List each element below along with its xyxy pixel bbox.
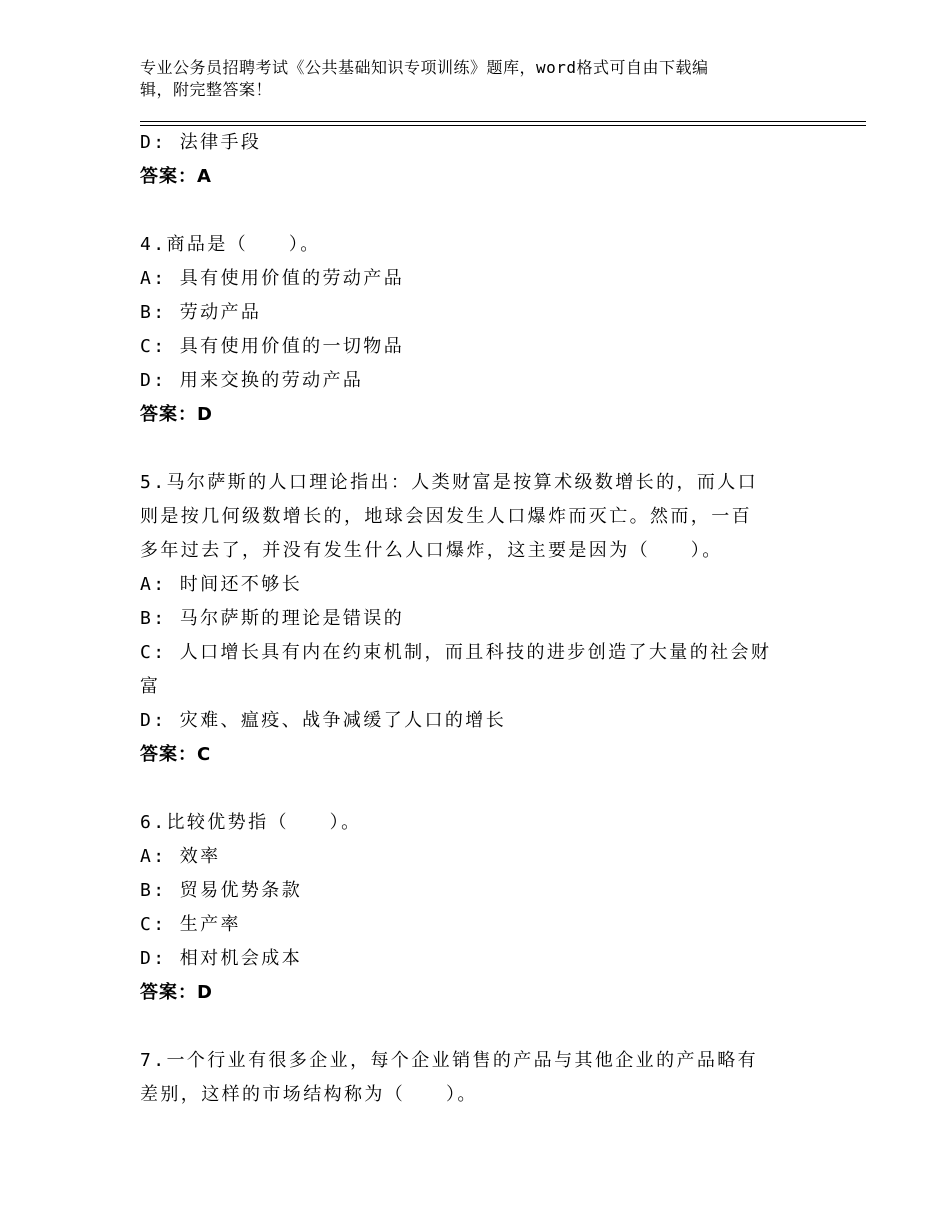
option-d: D: 相对机会成本 <box>140 948 303 969</box>
header-rule-top <box>140 121 866 122</box>
question-stem: 则是按几何级数增长的，地球会因发生人口爆炸而灭亡。然而，一百 <box>140 506 752 527</box>
option-a: A: 时间还不够长 <box>140 574 303 595</box>
option-a: A: 具有使用价值的劳动产品 <box>140 268 405 289</box>
option-c: C: 具有使用价值的一切物品 <box>140 336 405 357</box>
page-header <box>140 57 800 101</box>
option-a: A: 效率 <box>140 846 221 867</box>
option-c: C: 人口增长具有内在约束机制，而且科技的进步创造了大量的社会财 <box>140 642 772 663</box>
answer: 答案：D <box>140 982 213 1003</box>
spacer <box>140 1010 820 1044</box>
answer: 答案：C <box>140 744 212 765</box>
option-d: D: 灾难、瘟疫、战争减缓了人口的增长 <box>140 710 507 731</box>
option-d: D: 法律手段 <box>140 132 262 153</box>
header-line-2: 辑，附完整答案！ <box>140 80 273 99</box>
answer: 答案：A <box>140 166 212 187</box>
answer: 答案：D <box>140 404 213 425</box>
question-stem: 多年过去了，并没有发生什么人口爆炸，这主要是因为（ ）。 <box>140 540 723 561</box>
header-line-1: 专业公务员招聘考试《公共基础知识专项训练》题库，word格式可自由下载编 <box>140 58 709 77</box>
question-5 <box>140 466 820 772</box>
question-stem: 差别，这样的市场结构称为（ ）。 <box>140 1084 478 1105</box>
option-b: B: 劳动产品 <box>140 302 262 323</box>
option-c-continued: 富 <box>140 676 161 697</box>
option-b: B: 马尔萨斯的理论是错误的 <box>140 608 405 629</box>
question-6 <box>140 806 820 1010</box>
spacer <box>140 194 820 228</box>
spacer <box>140 432 820 466</box>
question-4 <box>140 228 820 432</box>
question-7 <box>140 1044 820 1112</box>
option-d: D: 用来交换的劳动产品 <box>140 370 364 391</box>
question-stem: 5.马尔萨斯的人口理论指出：人类财富是按算术级数增长的，而人口 <box>140 472 759 493</box>
question-stem: 6.比较优势指（ ）。 <box>140 812 362 833</box>
spacer <box>140 772 820 806</box>
option-b: B: 贸易优势条款 <box>140 880 303 901</box>
option-c: C: 生产率 <box>140 914 241 935</box>
question-content <box>140 126 820 1112</box>
question-stem: 7.一个行业有很多企业，每个企业销售的产品与其他企业的产品略有 <box>140 1050 759 1071</box>
question-stem: 4.商品是（ ）。 <box>140 234 321 255</box>
